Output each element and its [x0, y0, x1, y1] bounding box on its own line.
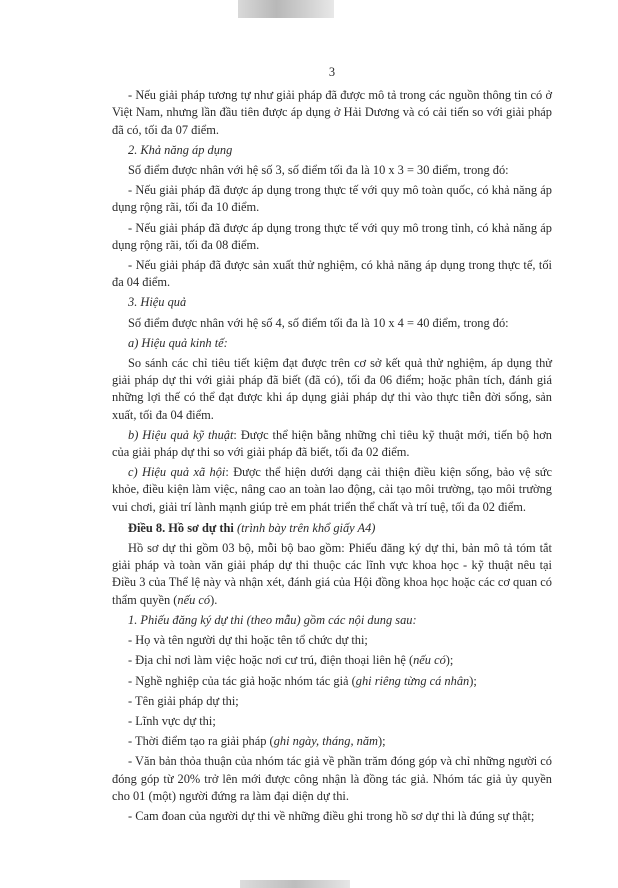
article-8-heading [112, 520, 552, 537]
address-note: nếu có [413, 653, 446, 668]
section-heading-applicability: 2. Khả năng áp dụng [128, 142, 233, 157]
list-item-agreement: - Văn bản thỏa thuận của nhóm tác giả về phần trăm đóng góp và chỉ những người có đóng góp từ 20% trở lên mới được công nhận là đồng tác giả. Nhóm tác giả ủy quyền cho 01 (một) người đứng ra làm đại diện dự thi. [112, 754, 552, 803]
paragraph-novelty-vietnam: - Nếu giải pháp tương tự như giải pháp đã được mô tả trong các nguồn thông tin có ở Việt Nam, nhưng lần đầu tiên được áp dụng ở Hải Dương và có cải tiến so với giải pháp đã có, tối đa 07 điểm. [112, 88, 552, 137]
list-item-name: - Họ và tên người dự thi hoặc tên tổ chức dự thi; [128, 633, 368, 648]
paragraph-economic-effect: So sánh các chỉ tiêu tiết kiệm đạt được trên cơ sở kết quả thử nghiệm, áp dụng thử giải pháp dự thi với giải pháp đã biết (đã có), tối đa 06 điểm; hoặc phân tích, đánh giá những lợi thế có thể đạt được khi áp dụng giải pháp dự thi vào thực tiễn đời sống, sản xuất, tối đa 04 điểm. [112, 356, 552, 422]
dossier-contents-note: nếu có [177, 592, 211, 607]
paragraph-applicability-national: - Nếu giải pháp đã được áp dụng trong thực tế với quy mô toàn quốc, có khả năng áp dụng rộng rãi, tối đa 10 điểm. [112, 183, 552, 215]
subheading-economic-effect: a) Hiệu quả kinh tế: [128, 335, 228, 350]
section-heading-effectiveness: 3. Hiệu quả [128, 295, 187, 310]
paragraph-applicability-score: Số điểm được nhân với hệ số 3, số điểm tối đa là 10 x 3 = 30 điểm, trong đó: [128, 163, 509, 178]
list-item-solution-name: - Tên giải pháp dự thi; [128, 693, 239, 708]
technical-effect-text: : Được thể hiện bằng những chỉ tiêu kỹ thuật mới, tiến bộ hơn của giải pháp dự thi so với giải pháp đã biết, tối đa 02 điểm. [112, 427, 552, 460]
paragraph-technical-effect [112, 427, 552, 461]
list-item-field: - Lĩnh vực dự thi; [128, 713, 216, 728]
document-page [112, 64, 552, 828]
social-effect-text: : Được thể hiện dưới dạng cải thiện điều kiện sống, bảo vệ sức khỏe, điều kiện làm việc, nâng cao an toàn lao động, cải tạo môi trường, tạo môi trường vui chơi, giải trí lành mạnh giúp trẻ em phát triển thể chất và trí tuệ, tối đa 02 điểm. [112, 465, 553, 514]
scan-edge-mark-top [238, 0, 334, 18]
subheading-registration-form: 1. Phiếu đăng ký dự thi (theo mẫu) gồm các nội dung sau: [128, 612, 417, 627]
creation-time-note: ghi ngày, tháng, năm [273, 734, 378, 749]
dossier-contents-end: ). [210, 592, 218, 607]
paragraph-applicability-provincial: - Nếu giải pháp đã được áp dụng trong thực tế với quy mô trong tỉnh, có khả năng áp dụng rộng rãi, tối đa 08 điểm. [112, 220, 552, 252]
list-item-address [112, 652, 552, 669]
paragraph-effectiveness-score: Số điểm được nhân với hệ số 4, số điểm tối đa là 10 x 4 = 40 điểm, trong đó: [128, 315, 509, 330]
address-end: ); [445, 653, 454, 668]
list-item-creation-time [112, 733, 552, 750]
occupation-end: ); [469, 673, 477, 688]
scan-edge-mark-bottom [240, 880, 350, 888]
creation-time-end: ); [377, 734, 386, 749]
social-effect-label: c) Hiệu quả xã hội [128, 465, 226, 480]
paragraph-applicability-trial: - Nếu giải pháp đã được sản xuất thử nghiệm, có khả năng áp dụng trong thực tế, tối đa 04 điểm. [112, 258, 552, 290]
article-8-note: (trình bày trên khổ giấy A4) [233, 520, 376, 535]
address-text: - Địa chỉ nơi làm việc hoặc nơi cư trú, điện thoại liên hệ ( [128, 653, 414, 668]
occupation-note: ghi riêng từng cá nhân [355, 673, 470, 688]
page-number: 3 [328, 65, 336, 79]
dossier-contents-text: Hồ sơ dự thi gồm 03 bộ, mỗi bộ bao gồm: Phiếu đăng ký dự thi, bản mô tả tóm tắt giải pháp và toàn văn giải pháp dự thi thuộc các lĩnh vực khoa học - kỹ thuật nêu tại Điều 3 của Thể lệ này và nhận xét, đánh giá của Hội đồng khoa học hoặc các cơ quan có thẩm quyền ( [112, 541, 552, 607]
paragraph-social-effect [112, 464, 552, 516]
list-item-occupation [112, 673, 552, 690]
technical-effect-label: b) Hiệu quả kỹ thuật [128, 427, 234, 442]
paragraph-dossier-contents [112, 540, 552, 609]
creation-time-text: - Thời điểm tạo ra giải pháp ( [128, 734, 274, 749]
occupation-text: - Nghề nghiệp của tác giả hoặc nhóm tác giả ( [128, 673, 356, 688]
list-item-commitment: - Cam đoan của người dự thi về những điều ghi trong hồ sơ dự thi là đúng sự thật; [128, 808, 535, 823]
article-8-title: Điều 8. Hồ sơ dự thi [128, 520, 234, 535]
